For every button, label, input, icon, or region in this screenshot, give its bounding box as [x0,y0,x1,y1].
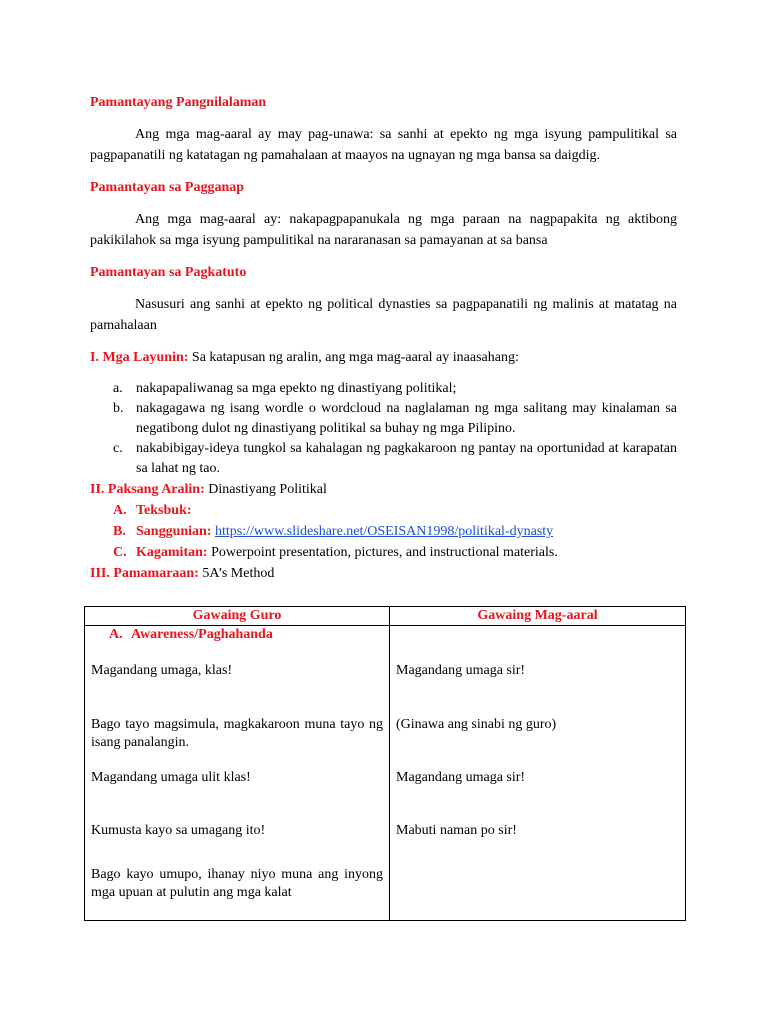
list-item [113,521,677,542]
kagamitan-label: Kagamitan: [136,545,208,560]
paragraph-pangnilalaman: Ang mga mag-aaral ay may pag-unawa: sa sanhi at epekto ng mga isyung pampulitikal sa pagpapanatili ng katatagan ng pamahalaan at maayos na ugnayan ng mga bansa sa daigdig. [90,127,677,163]
heading-pangnilalaman: Pamantayang Pangnilalaman [90,95,267,110]
list-item [113,379,677,399]
layunin-label: I. Mga Layunin: [90,350,189,365]
paksa-label: II. Paksang Aralin: [90,482,205,497]
mag-aaral-line: Magandang umaga sir! [396,663,526,678]
kagamitan-text: Powerpoint presentation, pictures, and instructional materials. [207,545,558,560]
guro-cell [85,626,390,921]
layunin-list [90,379,677,479]
guro-line: Bago tayo magsimula, magkakaroon muna tayo ng isang panalangin. [91,717,383,750]
document-page [90,93,677,584]
list-marker: A. [113,503,127,518]
list-marker: b. [113,401,124,416]
heading-pagkatuto: Pamantayan sa Pagkatuto [90,265,247,280]
layunin-line [90,348,677,368]
header-gawaing-mag-aaral: Gawaing Mag-aaral [390,607,686,626]
list-item-text: nakapapaliwanag sa mga epekto ng dinastiyang politikal; [136,381,457,396]
list-item [113,439,677,479]
pamamaraan-line [90,563,677,584]
pamamaraan-text: 5A’s Method [198,566,275,581]
list-item [113,399,677,439]
heading-pagganap: Pamantayan sa Pagganap [90,180,245,195]
list-marker: c. [113,441,123,456]
section-marker: A. [109,627,123,642]
list-marker: B. [113,524,126,539]
paksa-text: Dinastiyang Politikal [204,482,327,497]
mag-aaral-line: (Ginawa ang sinabi ng guro) [396,717,557,732]
paksa-list [90,500,677,563]
activity-table [84,606,686,921]
list-marker: C. [113,545,127,560]
section-awareness [91,626,383,644]
list-item-text: nakabibigay-ideya tungkol sa kahalagan ng pagkakaroon ng pantay na oportunidad at karapatan sa lahat ng tao. [136,441,677,476]
teksbuk-label: Teksbuk: [136,503,192,518]
guro-line: Kumusta kayo sa umagang ito! [91,823,266,838]
layunin-text: Sa katapusan ng aralin, ang mga mag-aaral ay inaasahang: [188,350,519,365]
mag-aaral-line: Magandang umaga sir! [396,770,526,785]
table-row [85,626,686,921]
pamamaraan-label: III. Pamamaraan: [90,566,199,581]
sanggunian-link[interactable]: https://www.slideshare.net/OSEISAN1998/politikal-dynasty [214,524,554,539]
header-gawaing-guro: Gawaing Guro [85,607,390,626]
list-item [113,542,677,563]
guro-line: Bago kayo umupo, ihanay niyo muna ang inyong mga upuan at pulutin ang mga kalat [91,867,383,900]
list-item [113,500,677,521]
paksa-line [90,479,677,500]
mag-aaral-line: Mabuti naman po sir! [396,823,517,838]
spacer [396,626,679,662]
sanggunian-label: Sanggunian: [136,524,212,539]
list-item-text: nakagagawa ng isang wordle o wordcloud na naglalaman ng mga salitang may kinalaman sa negatibong dulot ng dinastiyang politikal sa buhay ng mga Pilipino. [136,401,677,436]
guro-line: Magandang umaga, klas! [91,663,233,678]
guro-line: Magandang umaga ulit klas! [91,770,251,785]
mag-aaral-cell [390,626,686,921]
paragraph-pagganap: Ang mga mag-aaral ay: nakapagpapanukala ng mga paraan na nagpapakita ng aktibong pakikilahok sa mga isyung pampulitikal na nararanasan sa pamayanan at sa bansa [90,212,677,248]
list-marker: a. [113,381,123,396]
paragraph-pagkatuto: Nasusuri ang sanhi at epekto ng political dynasties sa pagpapanatili ng malinis at matatag na pamahalaan [90,297,677,333]
section-title: Awareness/Paghahanda [131,627,273,642]
